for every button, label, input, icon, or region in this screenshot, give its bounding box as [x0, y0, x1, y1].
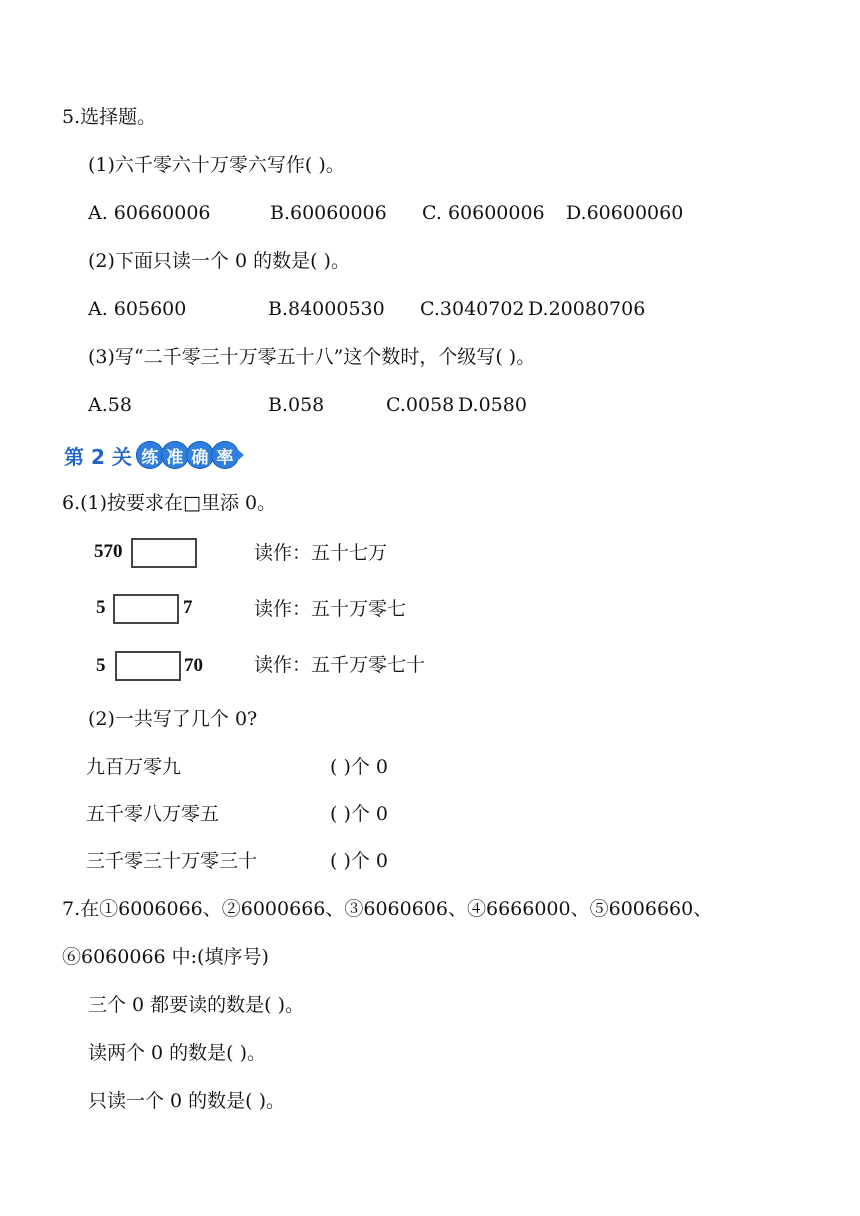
level-label: 第 2 关 [64, 444, 132, 469]
q5-3-option-c: C.0058 [386, 394, 455, 416]
fill-row-2-reading: 读作：五十万零七 [254, 598, 407, 620]
fill-box-3[interactable] [115, 651, 181, 681]
q7-item-1[interactable]: 三个 0 都要读的数是( )。 [88, 994, 305, 1016]
count-row-2-answer[interactable]: ( )个 0 [330, 803, 388, 825]
q5-1-option-c: C. 60600006 [422, 202, 545, 224]
count-row-2-text: 五千零八万零五 [86, 803, 220, 825]
q5-1-option-d: D.60600060 [566, 202, 684, 224]
q5-3-stem: (3)写“二千零三十万零五十八”这个数时，个级写( )。 [88, 346, 536, 368]
badge-arrow-icon [237, 449, 244, 461]
fill-box-2[interactable] [113, 594, 179, 624]
q7-line-2: ⑥6060066 中:(填序号) [62, 946, 269, 968]
q7-line-1: 7.在①6006066、②6000666、③6060606、④6666000、⑤6006660、 [62, 898, 713, 920]
q5-1-option-a: A. 60660006 [88, 202, 211, 224]
badge-char-2: 准 [161, 441, 189, 469]
q7-item-2[interactable]: 读两个 0 的数是( )。 [88, 1042, 267, 1064]
fill-row-3-reading: 读作：五千万零七十 [254, 654, 426, 676]
q5-2-option-a: A. 605600 [88, 298, 187, 320]
fill-row-1-reading: 读作：五十七万 [254, 542, 388, 564]
badge-char-4: 率 [211, 441, 239, 469]
fill-row-2-before: 5 [96, 597, 106, 618]
count-row-1-answer[interactable]: ( )个 0 [330, 756, 388, 778]
q6-part2-title: (2)一共写了几个 0? [88, 708, 258, 730]
q5-2-option-c: C.3040702 [420, 298, 525, 320]
fill-row-1-before: 570 [94, 541, 123, 562]
q5-2-stem: (2)下面只读一个 0 的数是( )。 [88, 250, 350, 272]
count-row-1-text: 九百万零九 [86, 756, 182, 778]
q5-2-option-b: B.84000530 [268, 298, 385, 320]
count-row-3-text: 三千零三十万零三十 [86, 850, 258, 872]
count-row-3-answer[interactable]: ( )个 0 [330, 850, 388, 872]
q5-1-stem: (1)六千零六十万零六写作( )。 [88, 154, 345, 176]
fill-row-3-before: 5 [96, 655, 106, 676]
q5-2-option-d: D.20080706 [528, 298, 646, 320]
q6-part1-title: 6.(1)按要求在□里添 0。 [62, 492, 277, 514]
q5-1-option-b: B.60060006 [270, 202, 387, 224]
badge-char-3: 确 [186, 441, 214, 469]
fill-box-1[interactable] [131, 538, 197, 568]
q7-item-3[interactable]: 只读一个 0 的数是( )。 [88, 1090, 286, 1112]
q5-3-option-a: A.58 [88, 394, 132, 416]
q5-3-option-d: D.0580 [458, 394, 527, 416]
fill-row-2-after: 7 [183, 597, 193, 618]
fill-row-3-after: 70 [184, 655, 203, 676]
level-badge [64, 440, 244, 470]
badge-char-1: 练 [136, 441, 164, 469]
q5-3-option-b: B.058 [268, 394, 325, 416]
q5-title: 5.选择题。 [62, 106, 157, 128]
